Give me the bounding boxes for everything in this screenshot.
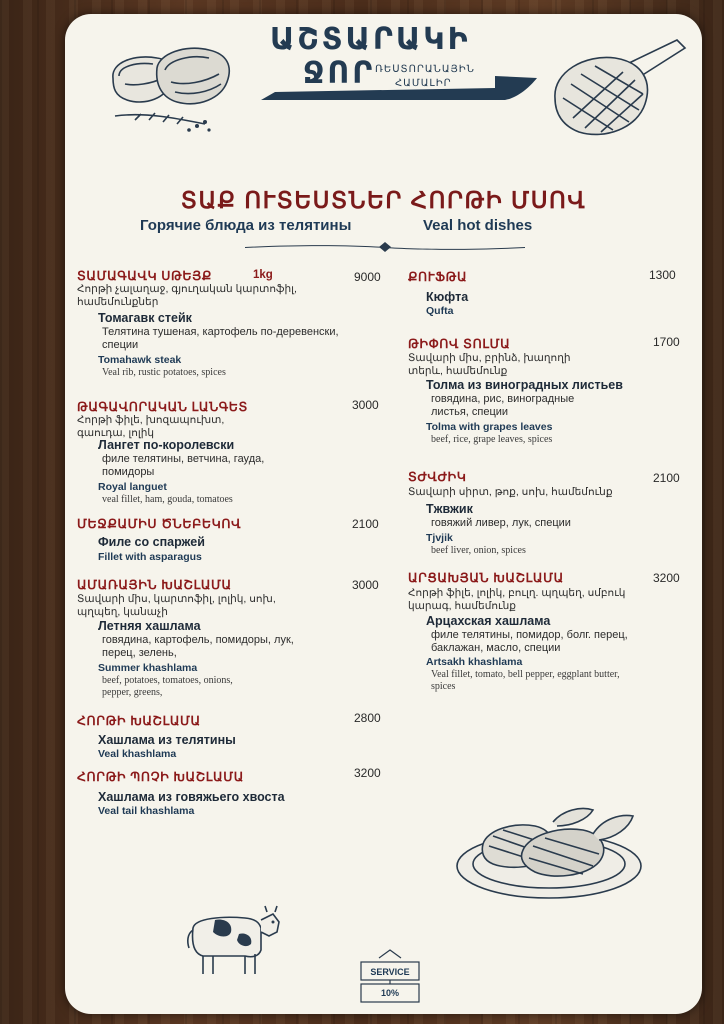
item-name-ru: Хашлама из говяжьего хвоста — [98, 790, 285, 804]
dolma-plate-illustration — [453, 796, 647, 904]
item-name-en: Tjvjik — [426, 532, 453, 544]
item-desc-ru: филе телятины, помидор, болг. перец, баклажан, масло, специи — [431, 629, 628, 654]
item-name-hy: ՏԺՎԺԻԿ — [408, 470, 467, 484]
item-desc-hy: Հորթի ֆիլե, խոզապուխտ, գաուդա, լոլիկ — [77, 414, 225, 439]
item-name-en: Artsakh khashlama — [426, 656, 523, 668]
service-value: 10% — [380, 988, 399, 998]
item-desc-ru: говяжий ливер, лук, специи — [431, 517, 571, 529]
item-name-ru: Тжвжик — [426, 502, 473, 516]
item-name-ru: Филе со спаржей — [98, 535, 205, 549]
item-name-hy: ՄԵՋՔԱՄԻՍ ԾՆԵԲԵԿՈՎ — [77, 517, 242, 531]
cow-illustration — [183, 898, 283, 980]
steaks-illustration — [105, 38, 240, 138]
logo-tagline-2: ՀԱՄԱԼԻՐ — [395, 78, 452, 89]
item-price: 1300 — [649, 268, 676, 282]
item-price: 2100 — [352, 517, 379, 531]
item-price: 2800 — [354, 711, 381, 725]
item-quantity: 1kg — [253, 269, 273, 281]
item-price: 9000 — [354, 270, 381, 284]
item-price: 2100 — [653, 471, 680, 485]
logo-tagline-1: ՌԵՍՏՈՐԱՆԱՅԻՆ — [375, 64, 475, 75]
service-label: SERVICE — [370, 967, 410, 977]
item-name-hy: ԱՄԱՌԱՅԻՆ ԽԱՇԼԱՄԱ — [77, 578, 232, 592]
item-name-en: Qufta — [426, 305, 454, 317]
item-name-hy: ՀՈՐԹԻ ՊՈՉԻ ԽԱՇԼԱՄԱ — [77, 770, 244, 784]
item-desc-ru: говядина, рис, виноградные листья, специи — [431, 393, 575, 418]
item-name-en: Tolma with grapes leaves — [426, 421, 553, 433]
section-title: ՏԱՔ ՈՒՏԵՍՏՆԵՐ ՀՈՐԹԻ ՄՍՈՎ — [180, 187, 587, 213]
item-desc-en: veal fillet, ham, gouda, tomatoes — [102, 494, 233, 505]
item-name-en: Summer khashlama — [98, 662, 198, 674]
item-name-hy: ՏԱՄԱԳԱՎԿ ՍԹԵՅՔ — [77, 269, 212, 283]
item-name-en: Tomahawk steak — [98, 354, 182, 366]
item-price: 3000 — [352, 398, 379, 412]
item-name-hy: ԱՐՑԱԽՅԱՆ ԽԱՇԼԱՄԱ — [408, 571, 564, 585]
item-desc-en: Veal rib, rustic potatoes, spices — [102, 367, 226, 378]
item-name-ru: Лангет по-королевски — [98, 438, 235, 452]
menu-card — [65, 14, 702, 1014]
item-desc-hy: Հորթի ֆիլե, լոլիկ, բուլղ. պղպեղ, սմբուկ կարագ, համեմունք — [408, 587, 626, 612]
service-sign-frame — [359, 948, 421, 1008]
item-name-ru: Арцахская хашлама — [426, 614, 551, 628]
item-name-ru: Хашлама из телятины — [98, 733, 236, 747]
item-desc-hy: Տավարի սիրտ, թոք, սոխ, համեմունք — [408, 486, 613, 498]
subtitle-ru: Горячие блюда из телятины — [140, 217, 352, 234]
item-price: 3200 — [354, 766, 381, 780]
item-name-en: Veal khashlama — [98, 748, 177, 760]
item-desc-en: Veal fillet, tomato, bell pepper, eggplant butter, spices — [431, 669, 620, 692]
item-name-hy: ԹԱԳԱՎՈՐԱԿԱՆ ԼԱՆԳԵՏ — [77, 400, 248, 414]
item-desc-en: beef, potatoes, tomatoes, onions, pepper, greens, — [102, 675, 233, 698]
item-name-hy: ԹԻՓՈՎ ՏՈԼՄԱ — [408, 337, 511, 351]
knife-logo-mark — [255, 60, 545, 106]
item-name-en: Fillet with asparagus — [98, 551, 202, 563]
item-desc-hy: Տավարի միս, կարտոֆիլ, լոլիկ, սոխ, պղպեղ, կանաչի — [77, 593, 276, 618]
item-desc-hy: Հորթի չալաղաջ, գյուղական կարտոֆիլ, համեմունքներ — [77, 283, 297, 308]
item-name-ru: Кюфта — [426, 290, 469, 304]
item-desc-hy: Տավարի միս, բրինձ, խաղողի տերև, համեմունք — [408, 352, 571, 377]
item-name-ru: Томагавк стейк — [98, 311, 192, 325]
item-name-en: Veal tail khashlama — [98, 805, 195, 817]
logo-line1: ԱՇՏԱՐԱԿԻ — [270, 22, 471, 57]
subtitle-en: Veal hot dishes — [423, 217, 533, 234]
item-desc-ru: Телятина тушеная, картофель по-деревенски, специи — [102, 326, 339, 351]
title-divider — [245, 241, 525, 253]
item-name-en: Royal languet — [98, 481, 167, 493]
item-price: 1700 — [653, 335, 680, 349]
rib-steak-illustration — [545, 28, 691, 148]
item-name-hy: ՔՈՒՖԹԱ — [408, 270, 468, 284]
item-price: 3200 — [653, 571, 680, 585]
item-price: 3000 — [352, 578, 379, 592]
logo-line2: ՋՈՐ — [303, 56, 376, 91]
item-desc-ru: филе телятины, ветчина, гауда, помидоры — [102, 453, 265, 478]
item-name-ru: Летняя хашлама — [98, 619, 201, 633]
item-name-hy: ՀՈՐԹԻ ԽԱՇԼԱՄԱ — [77, 714, 201, 728]
item-desc-en: beef liver, onion, spices — [431, 545, 526, 556]
item-desc-ru: говядина, картофель, помидоры, лук, перец, зелень, — [102, 634, 294, 659]
item-name-ru: Толма из виноградных листьев — [426, 378, 623, 392]
item-desc-en: beef, rice, grape leaves, spices — [431, 434, 553, 445]
